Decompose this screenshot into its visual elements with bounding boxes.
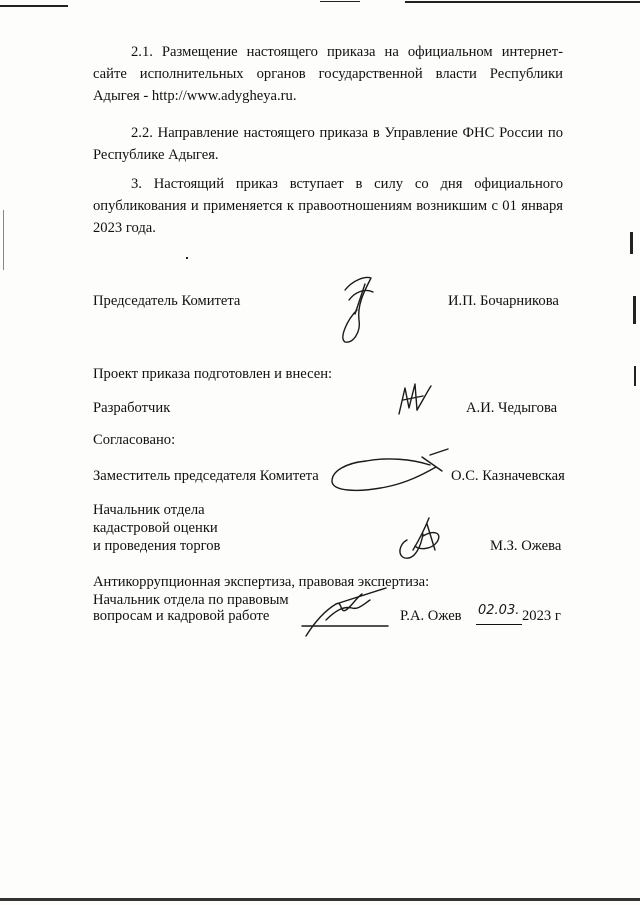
head-signature [393, 510, 447, 562]
scan-edge-top-left [0, 5, 68, 7]
legal-date-handwritten: 02.03. [478, 603, 520, 618]
developer-name: А.И. Чедыгова [466, 400, 558, 416]
developer-title: Разработчик [93, 400, 171, 416]
paragraph-2-1 [93, 41, 563, 107]
legal-date-underline [476, 624, 522, 625]
legal-signature [296, 580, 396, 640]
scan-edge-bottom [0, 898, 640, 901]
prepared-by-label: Проект приказа подготовлен и внесен: [93, 366, 333, 382]
developer-signature [393, 378, 437, 418]
deputy-title: Заместитель председателя Комитета [93, 468, 319, 484]
scan-edge-right-1 [630, 232, 633, 254]
deputy-name: О.С. Казначевская [451, 468, 565, 484]
head-title-line-1: Начальник отдела [93, 502, 205, 518]
scan-edge-top-right [405, 1, 640, 3]
head-title-line-2: кадастровой оценки [93, 520, 218, 536]
chair-name: И.П. Бочарникова [448, 293, 559, 309]
scan-edge-right-2 [633, 296, 636, 324]
chair-title: Председатель Комитета [93, 293, 241, 309]
chair-signature [335, 270, 385, 348]
paragraph-2-2 [93, 122, 563, 166]
legal-date-year: 2023 г [522, 608, 561, 624]
scan-edge-top-mid [320, 1, 360, 2]
legal-name: Р.А. Ожев [400, 608, 462, 624]
head-name: М.З. Ожева [490, 538, 562, 554]
paragraph-3-text: 3. Настоящий приказ вступает в силу со дня официального опубликования и применяется к правоотношениям возникшим с 01 января 2023 года. [93, 176, 563, 236]
scan-edge-left-1 [3, 210, 4, 270]
agreed-label: Согласовано: [93, 432, 176, 448]
legal-title-line-2: вопросам и кадровой работе [93, 608, 270, 624]
paragraph-2-1-text: 2.1. Размещение настоящего приказа на официальном интернет-сайте исполнительных органов государственной власти Республики Адыгея - http://www.adygheya.ru. [93, 44, 563, 104]
legal-title-line-1: Начальник отдела по правовым [93, 592, 289, 608]
deputy-signature [326, 447, 451, 497]
expertise-label: Антикоррупционная экспертиза, правовая экспертиза: [93, 574, 430, 590]
paragraph-2-2-text: 2.2. Направление настоящего приказа в Управление ФНС России по Республике Адыгея. [93, 125, 563, 163]
scan-speck [186, 257, 188, 259]
paragraph-3 [93, 173, 563, 239]
head-title-line-3: и проведения торгов [93, 538, 221, 554]
scan-edge-right-3 [634, 366, 636, 386]
